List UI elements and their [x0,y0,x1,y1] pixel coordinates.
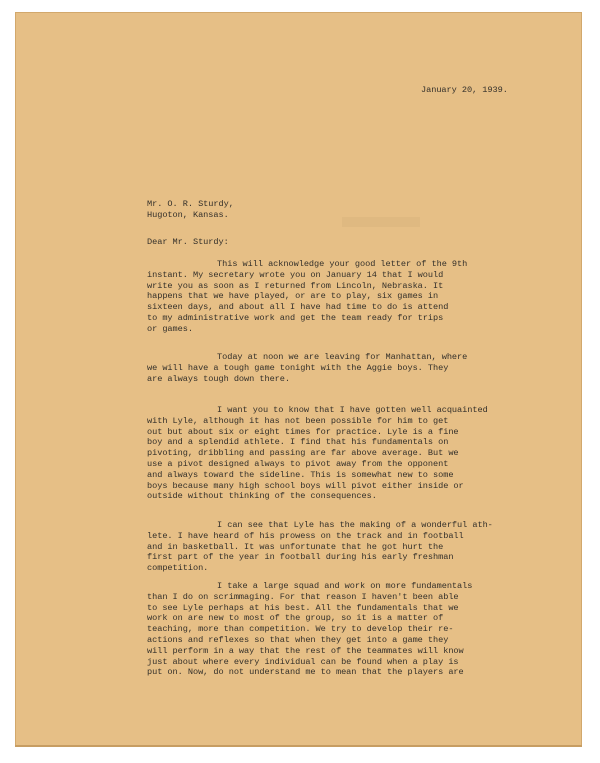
paragraph-3 [147,405,488,502]
paragraph-line: actions and reflexes so that when they get into a game they [147,634,449,645]
recipient-address: Hugoton, Kansas. [147,210,229,220]
paragraph-line: teaching, more than competition. We try to develop their re- [147,624,454,635]
paragraph-line: out but about six or eight times for practice. Lyle is a fine [147,426,459,437]
paragraph-line: to my administrative work and get the team ready for trips [147,312,444,323]
paragraph-line: than I do on scrimmaging. For that reason I haven't been able [147,591,459,602]
paragraph-line: first part of the year in football during his early freshman [147,552,454,563]
paragraph-line: to see Lyle perhaps at his best. All the fundamentals that we [147,602,459,613]
paragraph-line: use a pivot designed always to pivot away from the opponent [147,458,449,469]
salutation: Dear Mr. Sturdy: [147,237,229,247]
paragraph-4 [147,520,493,574]
paragraph-line: lete. I have heard of his prowess on the track and in football [147,530,464,541]
paragraph-line: and in basketball. It was unfortunate that he got hurt the [147,541,444,552]
recipient-name: Mr. O. R. Sturdy, [147,199,234,209]
paragraph-line: sixteen days, and about all I have had time to do is attend [147,302,449,313]
paragraph-line: I want you to know that I have gotten well acquainted [217,405,488,415]
paragraph-2 [147,352,467,384]
paragraph-line: This will acknowledge your good letter of the 9th [217,259,468,269]
paragraph-line: boy and a splendid athlete. I find that his fundamentals on [147,437,449,448]
paragraph-line: or games. [147,323,193,334]
paragraph-line: work on are new to most of the group, so it is a matter of [147,613,444,624]
page-edge [15,745,582,747]
paragraph-line: pivoting, dribbling and passing are far above average. But we [147,448,459,459]
paragraph-line: Today at noon we are leaving for Manhattan, where [217,352,468,362]
letter-body [15,12,582,747]
paragraph-line: we will have a tough game tonight with the Aggie boys. They [147,362,449,373]
paragraph-line: happens that we have played, or are to play, six games in [147,291,439,302]
paragraph-line: just about where every individual can be found when a play is [147,656,459,667]
paragraph-line: and always toward the sideline. This is somewhat new to some [147,469,454,480]
letter-date: January 20, 1939. [421,85,508,95]
paragraph-line: with Lyle, although it has not been possible for him to get [147,415,449,426]
paragraph-line: outside without thinking of the consequences. [147,491,377,502]
paragraph-line: put on. Now, do not understand me to mean that the players are [147,667,464,678]
paragraph-line: write you as soon as I returned from Lincoln, Nebraska. It [147,280,444,291]
paragraph-line: I can see that Lyle has the making of a wonderful ath- [217,520,493,530]
letter-page [15,12,582,747]
paragraph-line: boys because many high school boys will pivot either inside or [147,480,464,491]
paragraph-line: instant. My secretary wrote you on January 14 that I would [147,269,444,280]
paragraph-line: are always tough down there. [147,373,290,384]
paragraph-5 [147,581,472,678]
paragraph-line: competition. [147,563,209,574]
paragraph-line: will perform in a way that the rest of the teammates will know [147,645,464,656]
paragraph-1 [147,259,467,335]
paragraph-line: I take a large squad and work on more fundamentals [217,581,473,591]
